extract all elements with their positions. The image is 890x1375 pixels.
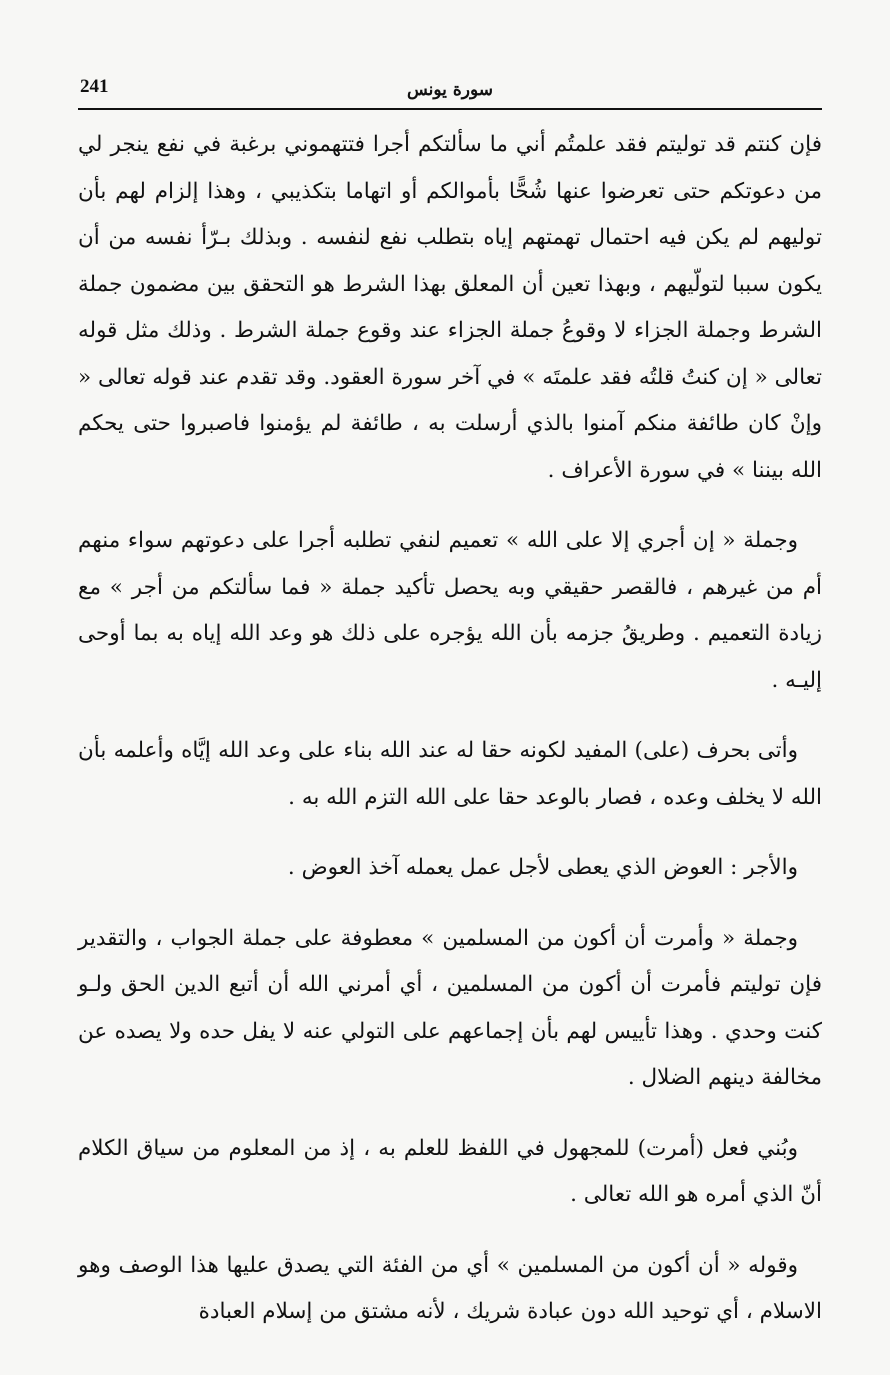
paragraph: وقوله « أن أكون من المسلمين » أي من الفئة التي يصدق عليها هذا الوصف وهو الاسلام ، أي توحيد الله دون عبادة شريك ، لأنه مشتق من إسلام العبادة (78, 1252, 822, 1324)
page-number: 241 (80, 76, 109, 97)
page-body (78, 122, 822, 1336)
page-header (78, 70, 822, 110)
paragraph: وجملة « وأمرت أن أكون من المسلمين » معطوفة على جملة الجواب ، والتقدير فإن توليتم فأمرت أن أكون من المسلمين ، أي أمرني الله أن أتبع الدين الحق ولـو كنت وحدي . وهذا تأييس لهم بأن إجماعهم على التولي عنه لا يفل حده ولا يصده عن مخالفة دينهم الضلال . (78, 925, 822, 1090)
paragraph: فإن كنتم قد توليتم فقد علمتُم أني ما سألتكم أجرا فتتهموني برغبة في نفع ينجر لي من دعوتكم حتى تعرضوا عنها شُحًّا بأموالكم أو اتهاما بتكذيبي ، وهذا إلزام لهم بأن توليهم لم يكن فيه احتمال تهمتهم إياه بتطلب نفع لنفسه . وبذلك بـرّأ نفسه من أن يكون سببا لتولّيهم ، وبهذا تعين أن المعلق بهذا الشرط هو التحقق بين مضمون جملة الشرط وجملة الجزاء لا وقوعُ جملة الجزاء عند وقوع جملة الشرط . وذلك مثل قوله تعالى « إن كنتُ قلتُه فقد علمتَه » في آخر سورة العقود. وقد تقدم عند قوله تعالى « وإنْ كان طائفة منكم آمنوا بالذي أرسلت به ، طائفة لم يؤمنوا فاصبروا حتى يحكم الله بيننا » في سورة الأعراف . (78, 132, 822, 483)
paragraph: وبُني فعل (أمرت) للمجهول في اللفظ للعلم به ، إذ من المعلوم من سياق الكلام أنّ الذي أمره هو الله تعالى . (78, 1135, 822, 1207)
running-title: سورة يونس (407, 80, 493, 100)
book-page (78, 70, 822, 1324)
paragraph: وجملة « إن أجري إلا على الله » تعميم لنفي تطلبه أجرا على دعوتهم سواء منهم أم من غيرهم ، فالقصر حقيقي وبه يحصل تأكيد جملة « فما سألتكم من أجر » مع زيادة التعميم . وطريقُ جزمه بأن الله يؤجره على ذلك هو وعد الله إياه به بما أوحى إليـه . (78, 528, 822, 693)
paragraph: وأتى بحرف (على) المفيد لكونه حقا له عند الله بناء على وعد الله إيَّاه وأعلمه بأن الله لا يخلف وعده ، فصار بالوعد حقا على الله التزم الله به . (78, 738, 822, 810)
paragraph: والأجر : العوض الذي يعطى لأجل عمل يعمله آخذ العوض . (287, 855, 798, 880)
